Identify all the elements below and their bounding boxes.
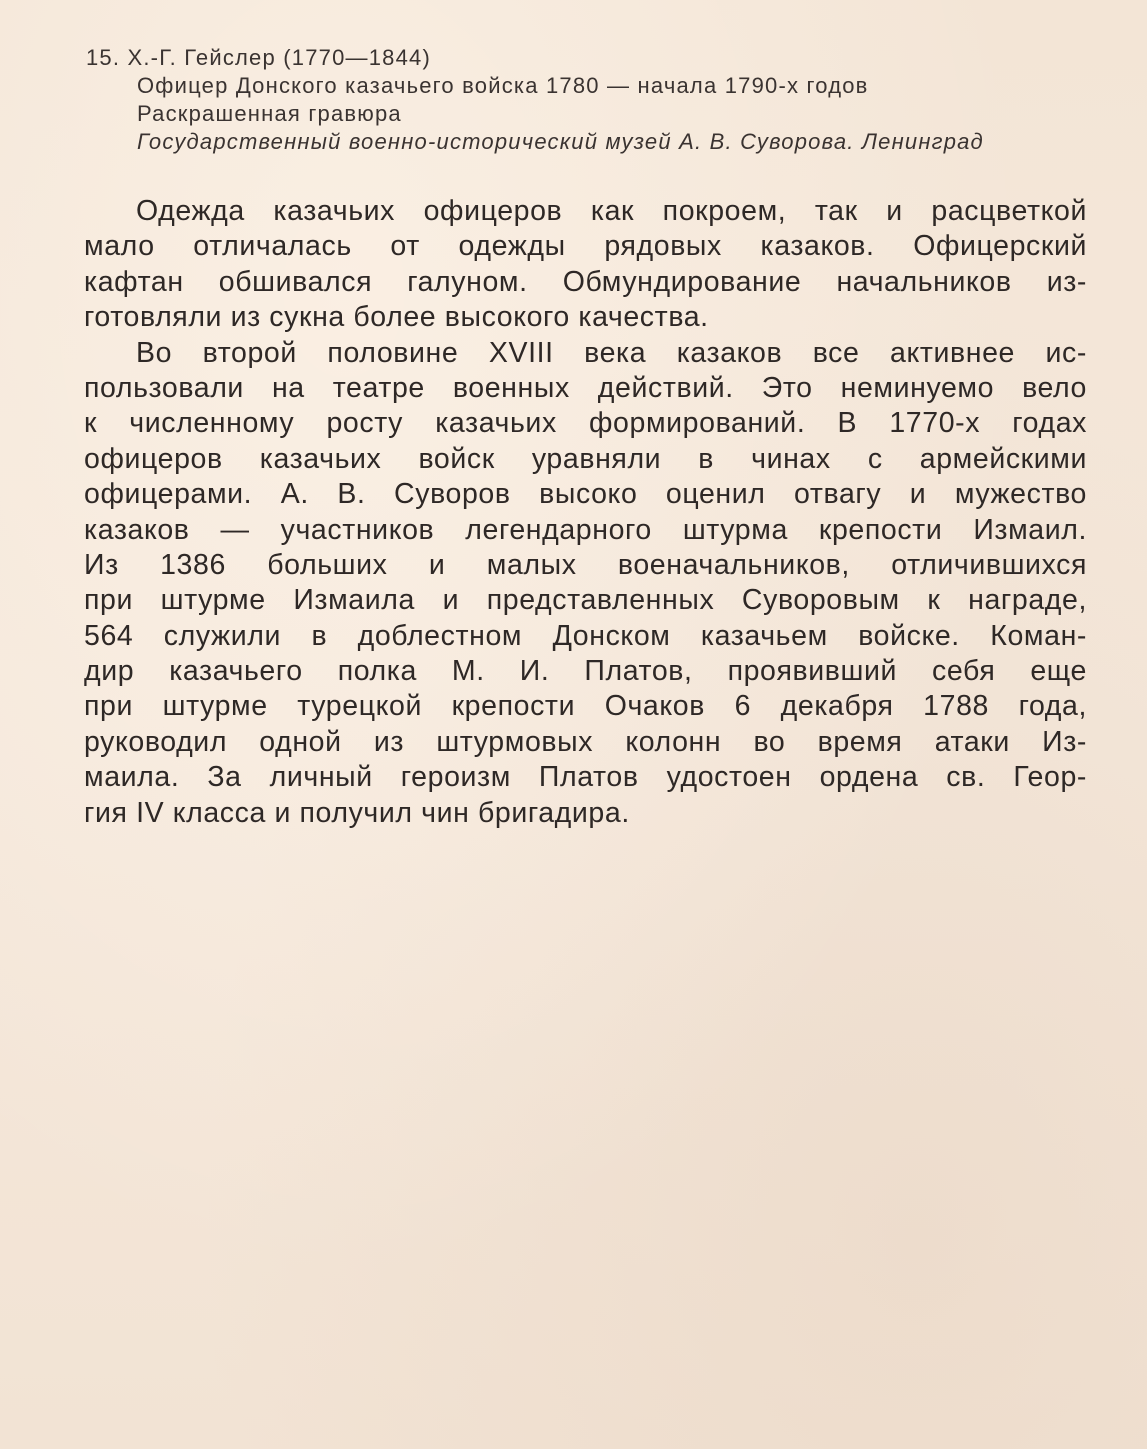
caption-title: 15. Х.-Г. Гейслер (1770—1844) — [86, 45, 431, 70]
text-line: гия IV класса и получил чин бригадира. — [84, 796, 630, 829]
text-line: к численному росту казачьих формирований. В 1770-х годах — [84, 407, 1087, 440]
text-line: руководил одной из штурмовых колонн во время атаки Из- — [84, 725, 1087, 758]
text-line: готовляли из сукна более высокого качества. — [84, 301, 709, 334]
text-line: Одежда казачьих офицеров как покроем, так и расцветкой — [136, 195, 1087, 227]
text-line: казаков — участников легендарного штурма крепости Измаил. — [84, 513, 1087, 546]
text-line: 564 служили в доблестном Донском казачьем войске. Коман- — [84, 619, 1087, 652]
text-line: офицерами. А. В. Суворов высоко оценил отвагу и мужество — [84, 478, 1087, 511]
caption-subject: Офицер Донского казачьего войска 1780 — начала 1790-х годов — [137, 73, 869, 98]
article-body — [84, 194, 1087, 831]
caption-technique: Раскрашенная гравюра — [137, 101, 402, 126]
plate-caption — [86, 44, 1086, 156]
text-line: кафтан обшивался галуном. Обмундирование начальников из- — [84, 265, 1087, 298]
text-line: при штурме турецкой крепости Очаков 6 декабря 1788 года, — [84, 690, 1087, 723]
text-line: мало отличалась от одежды рядовых казаков. Офицерский — [84, 230, 1087, 263]
paragraph-1 — [84, 194, 1087, 336]
text-line: Во второй половине XVIII века казаков все активнее ис- — [136, 336, 1087, 369]
text-line: офицеров казачьих войск уравняли в чинах с армейскими — [84, 442, 1087, 475]
caption-collection: Государственный военно-исторический музей А. В. Суворова. Ленинград — [137, 129, 984, 154]
paragraph-2 — [84, 336, 1087, 831]
text-line: пользовали на театре военных действий. Это неминуемо вело — [84, 371, 1087, 404]
text-line: дир казачьего полка М. И. Платов, проявивший себя еще — [84, 655, 1087, 688]
text-line: Из 1386 больших и малых военачальников, отличившихся — [84, 548, 1087, 581]
text-line: маила. За личный героизм Платов удостоен ордена св. Геор- — [84, 761, 1087, 794]
text-line: при штурме Измаила и представленных Суворовым к награде, — [84, 584, 1087, 617]
